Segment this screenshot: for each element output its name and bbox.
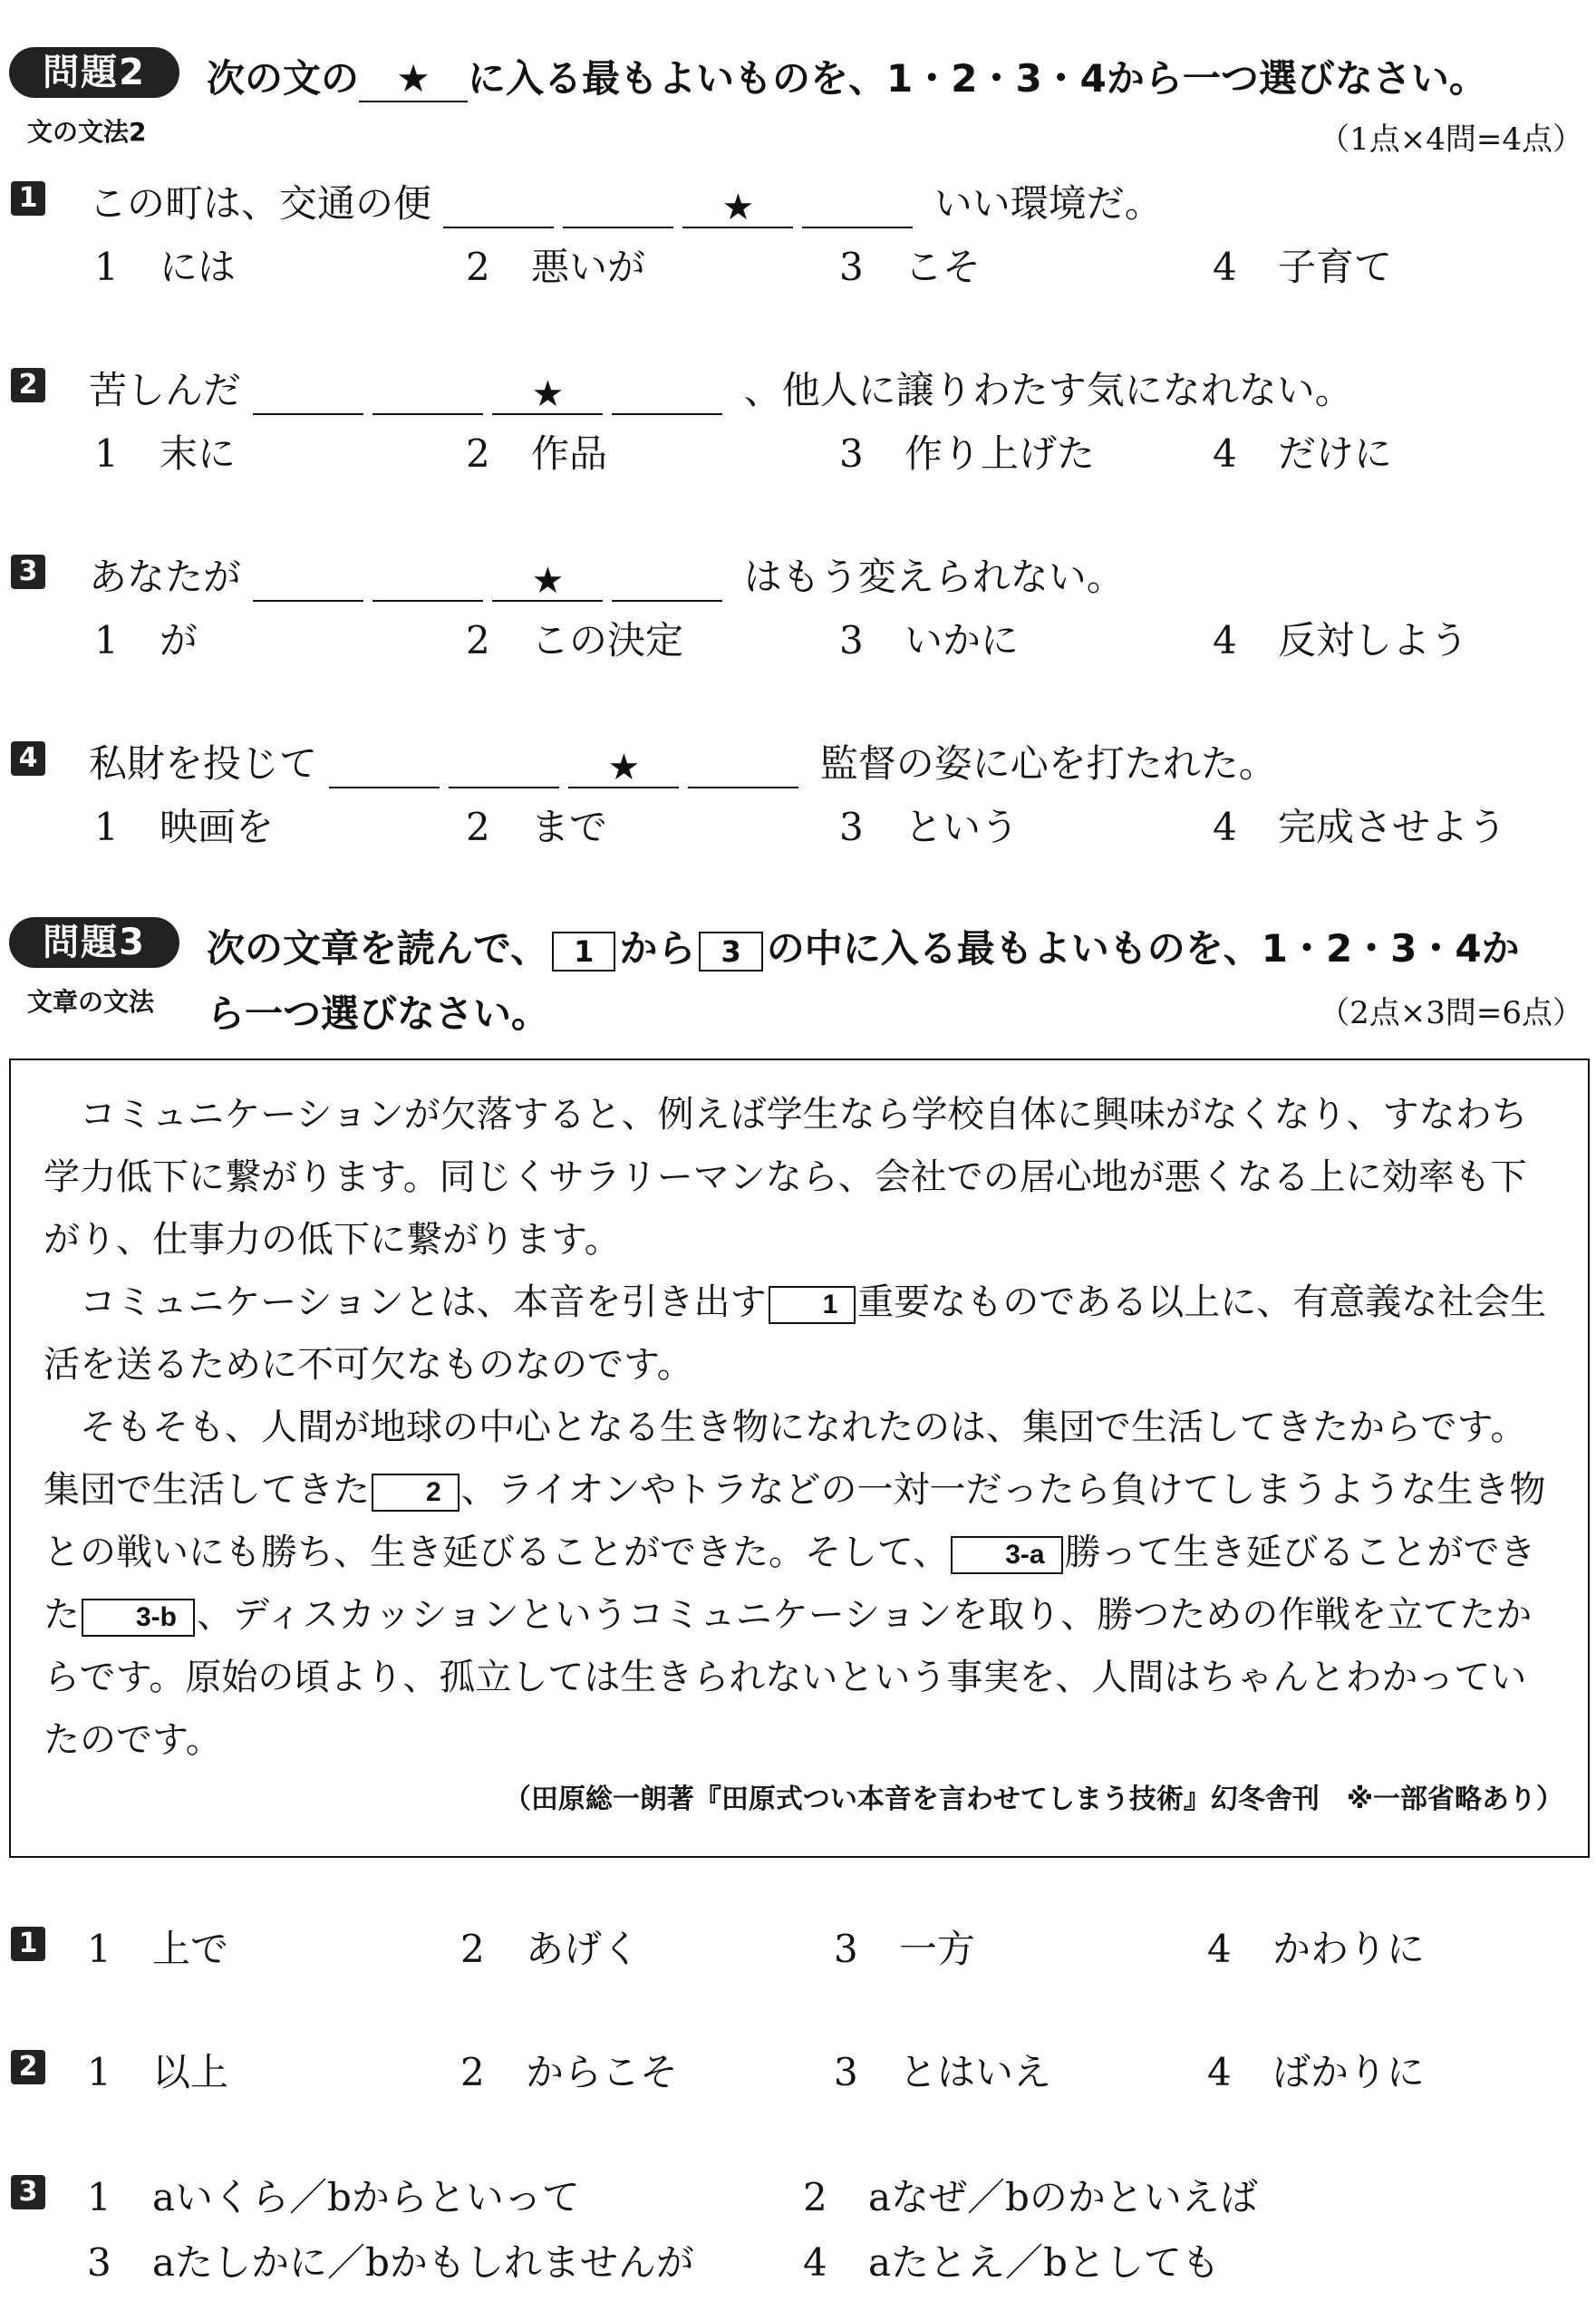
stem-post: はもう変えられない。: [743, 555, 1125, 599]
stem-pre: 私財を投じて: [89, 741, 318, 786]
question-number: 1: [11, 1927, 45, 1961]
option-text: 末に: [160, 431, 237, 476]
answer-blank: [688, 747, 798, 788]
option-text: からこそ: [526, 2050, 679, 2094]
answer-blank: [449, 747, 559, 788]
answer-blank: [253, 373, 363, 415]
stem-post: 、他人に譲りわたす気になれない。: [743, 368, 1353, 412]
option-text: aたしかに／bかもしれませんが: [152, 2240, 694, 2285]
option-number: 4: [1213, 245, 1237, 289]
option-number: 3: [839, 245, 864, 289]
option-text: 映画を: [160, 805, 275, 849]
option-number: 1: [94, 618, 119, 662]
option: [94, 798, 274, 852]
option-number: 2: [460, 1927, 485, 1971]
section3-sub-label: 文章の文法: [27, 987, 155, 1017]
option: [1213, 237, 1392, 292]
instruction-c: の中に入る最もよいものを、1・2・3・4か: [766, 926, 1520, 971]
star-blank: ★: [492, 373, 603, 415]
answer-blank: [443, 187, 554, 228]
option-text: aいくら／bからといって: [152, 2175, 580, 2219]
blank-box-to: 3: [699, 932, 762, 972]
blank-box-3b: 3-b: [82, 1599, 195, 1637]
answer-blank: [802, 187, 913, 228]
star-blank: ★: [568, 747, 679, 788]
option: [466, 237, 645, 292]
option-number: 2: [803, 2175, 827, 2219]
option-number: 4: [803, 2240, 827, 2285]
passage-text: 、ディスカッションというコミュニケーションを取り、勝つための作戦を立てたからです。原始の頃より、孤立しては生きられないという事実を、人間はちゃんとわかっていたのです。: [44, 1594, 1533, 1761]
option-text: こそ: [904, 245, 982, 289]
question-number: 1: [11, 181, 45, 216]
option: [466, 611, 683, 665]
question-stem: [89, 547, 1125, 602]
option: [94, 611, 198, 665]
option-text: まで: [531, 805, 608, 849]
stem-pre: この町は、交通の便: [89, 181, 432, 226]
instruction-star-blank: [359, 56, 468, 102]
answer-blank: [372, 560, 483, 602]
instruction-pre: 次の文の: [207, 56, 360, 101]
star-blank: ★: [682, 187, 793, 228]
question-stem: [89, 734, 1277, 788]
option: [839, 798, 1019, 852]
stem-post: いい環境だ。: [933, 181, 1163, 226]
stem-pre: 苦しんだ: [89, 368, 242, 412]
instruction-post: に入る最もよいものを、1・2・3・4から一つ選びなさい。: [468, 56, 1487, 101]
option: [834, 1919, 975, 1974]
option-text: この決定: [531, 618, 684, 662]
option-number: 2: [466, 245, 490, 289]
option-number: 4: [1213, 805, 1237, 849]
section3-instruction: [207, 919, 1520, 973]
option-number: 3: [839, 431, 864, 476]
option-number: 3: [839, 805, 864, 849]
option-number: 1: [87, 2175, 111, 2219]
section3-badge: 問題3: [9, 917, 179, 968]
option-number: 1: [94, 431, 119, 476]
option-text: には: [160, 245, 237, 289]
option-number: 2: [460, 2050, 485, 2094]
question-stem: [89, 174, 1163, 228]
passage: [44, 1084, 1559, 1772]
option-text: 上で: [152, 1927, 229, 1971]
star-mark: ★: [396, 56, 430, 101]
option-number: 2: [466, 431, 490, 476]
option: [87, 1919, 228, 1974]
answer-blank: [612, 373, 722, 415]
option-text: 作品: [531, 431, 608, 476]
option-text: 反対しよう: [1278, 618, 1469, 662]
option-text: が: [160, 618, 198, 662]
option: [466, 424, 607, 478]
option-number: 3: [834, 1927, 858, 1971]
blank-box-2: 2: [372, 1474, 459, 1512]
instruction-b: から: [619, 926, 696, 971]
blank-box-1: 1: [769, 1286, 856, 1324]
option-text: あげく: [526, 1927, 641, 1971]
option: [839, 237, 981, 292]
instruction-a: 次の文章を読んで、: [207, 926, 549, 971]
option-number: 3: [87, 2240, 111, 2285]
blank-box-3a: 3-a: [951, 1536, 1062, 1574]
option-number: 4: [1207, 2050, 1232, 2094]
passage-text: コミュニケーションとは、本音を引き出す: [80, 1281, 767, 1323]
option-text: とはいえ: [899, 2050, 1052, 2094]
option-number: 2: [466, 805, 490, 849]
option-number: 4: [1213, 618, 1237, 662]
section3-instruction-cont: ら一つ選びなさい。: [207, 991, 550, 1036]
passage-text: 重要なものである以上に、有意義な社会生活を送るために不可欠なものなのです。: [44, 1281, 1547, 1386]
option-number: 4: [1207, 1927, 1232, 1971]
option: [466, 798, 607, 852]
option: [803, 2168, 1258, 2222]
option: [1207, 2043, 1425, 2097]
section2-badge: 問題2: [9, 47, 179, 98]
section2-instruction: [207, 49, 1487, 103]
option: [803, 2233, 1220, 2287]
option: [94, 237, 236, 292]
option-text: ばかりに: [1272, 2050, 1426, 2094]
option: [834, 2043, 1051, 2097]
section2-points: （1点×4問=4点）: [1319, 121, 1583, 158]
passage-text: 、ライオンやトラなどの一対一だったら負けてしまうような生き物との戦いにも勝ち、生き延びることができた。そして、: [44, 1469, 1546, 1573]
option-number: 2: [466, 618, 490, 662]
answer-blank: [612, 560, 722, 602]
option-text: 以上: [152, 2050, 229, 2094]
question-number: 4: [11, 741, 45, 776]
blank-box-from: 1: [552, 932, 615, 972]
answer-blank: [253, 560, 363, 602]
section2-sub-label: 文の文法2: [27, 117, 147, 147]
stem-pre: あなたが: [89, 555, 242, 599]
section3-points: （2点×3問=6点）: [1319, 995, 1583, 1031]
option: [1213, 611, 1468, 665]
option-text: 子育て: [1278, 245, 1393, 289]
question-number: 2: [11, 368, 45, 402]
option-number: 3: [834, 2050, 858, 2094]
passage-paragraph-3: [44, 1397, 1559, 1772]
option: [87, 2043, 228, 2097]
option-text: という: [904, 805, 1020, 849]
option: [1213, 798, 1506, 852]
option-text: 完成させよう: [1278, 805, 1507, 849]
passage-text: 勝って生き延びることができた: [44, 1532, 1536, 1636]
option: [87, 2168, 580, 2222]
option: [839, 611, 1019, 665]
answer-blank: [563, 187, 673, 228]
option-text: いかに: [904, 618, 1020, 662]
passage-paragraph-1: コミュニケーションが欠落すると、例えば学生なら学校自体に興味がなくなり、すなわち学力低下に繋がります。同じくサラリーマンなら、会社での居心地が悪くなる上に効率も下がり、仕事力の低下に繋がります。: [44, 1094, 1528, 1261]
answer-blank: [329, 747, 440, 788]
question-number: 3: [11, 555, 45, 589]
option-number: 1: [87, 1927, 111, 1971]
option-number: 1: [87, 2050, 111, 2094]
option-text: だけに: [1278, 431, 1393, 476]
option-text: かわりに: [1272, 1927, 1426, 1971]
answer-blank: [372, 373, 483, 415]
option-text: aたとえ／bとしても: [868, 2240, 1220, 2285]
passage-text: そもそも、人間が地球の中心となる生き物になれたのは、集団で生活してきたからです。集団で生活してきた: [44, 1406, 1527, 1511]
question-number: 2: [11, 2050, 45, 2084]
option-text: aなぜ／bのかといえば: [868, 2175, 1258, 2219]
option: [1213, 424, 1392, 478]
option: [1207, 1919, 1425, 1974]
question-stem: [89, 361, 1353, 415]
passage-paragraph-2: [44, 1271, 1559, 1397]
option-text: 悪いが: [531, 245, 646, 289]
passage-source: （田原総一朗著『田原式つい本音を言わせてしまう技術』幻冬舎刊 ※一部省略あり）: [503, 1784, 1563, 1815]
option: [839, 424, 1095, 478]
option: [460, 2043, 678, 2097]
option: [87, 2233, 694, 2287]
stem-post: 監督の姿に心を打たれた。: [819, 741, 1277, 786]
option-number: 1: [94, 805, 119, 849]
question-number: 3: [11, 2175, 45, 2209]
option-number: 3: [839, 618, 864, 662]
option-number: 4: [1213, 431, 1237, 476]
option: [94, 424, 236, 478]
star-blank: ★: [492, 560, 603, 602]
option-number: 1: [94, 245, 119, 289]
option-text: 作り上げた: [904, 431, 1096, 476]
option: [460, 1919, 640, 1974]
option-text: 一方: [899, 1927, 976, 1971]
